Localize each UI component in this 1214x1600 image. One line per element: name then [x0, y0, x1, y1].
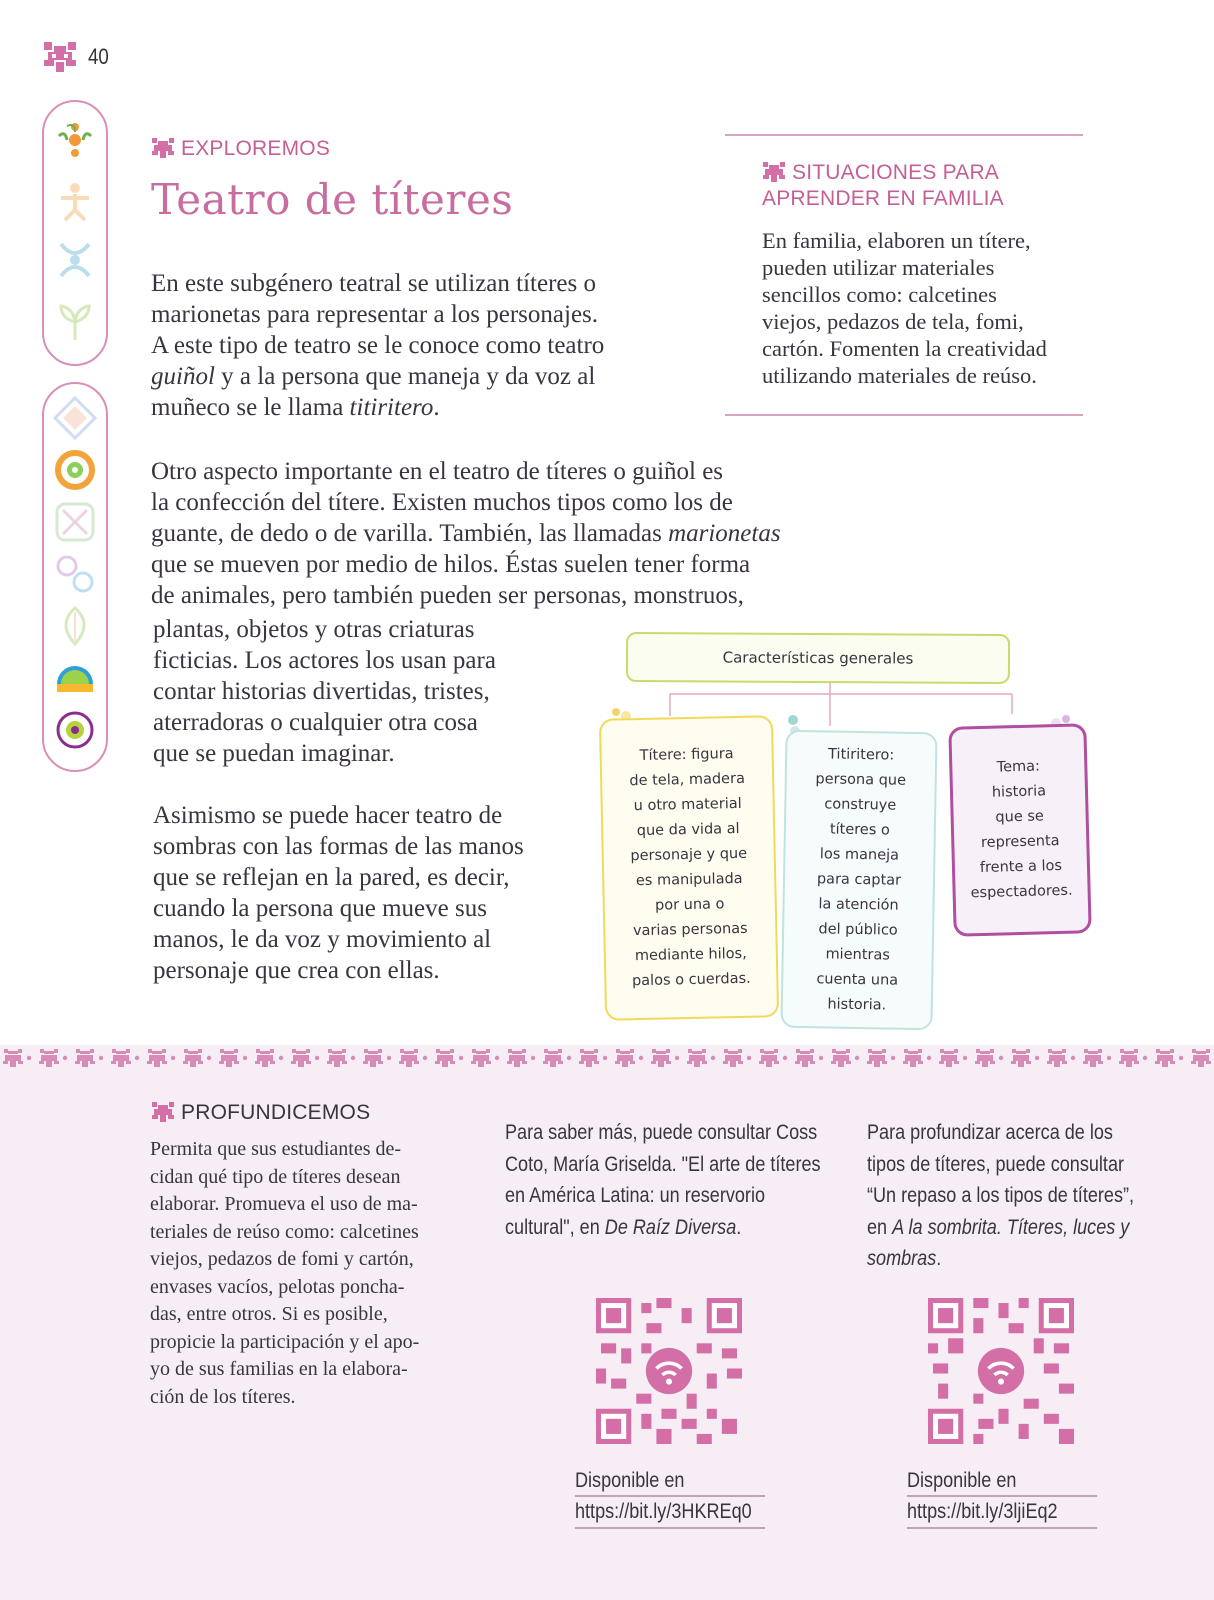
qr-code-2[interactable] — [928, 1298, 1074, 1444]
qr-code-1[interactable] — [596, 1298, 742, 1444]
resource-1-link[interactable]: https://bit.ly/3HKREq0 — [575, 1500, 752, 1523]
side-rail-bottom — [42, 382, 108, 772]
decorative-border — [0, 1047, 1214, 1069]
resource-2-text-b: . — [936, 1247, 942, 1270]
resource-1-available: Disponible en — [575, 1469, 685, 1492]
diagram-card-titere: Títere: figura de tela, madera u otro material que da vida al personaje y que es manipulada por una o varias personas mediante hilos, palos o cuerdas. — [599, 715, 779, 1021]
familia-heading — [762, 160, 999, 185]
resource-2-text — [867, 1117, 1159, 1275]
familia-label-line2: APRENDER EN FAMILIA — [762, 187, 1004, 210]
paragraph-intro-c: . — [433, 394, 440, 421]
page-title: Teatro de títeres — [151, 175, 514, 224]
resource-2-link[interactable]: https://bit.ly/3ljiEq2 — [907, 1500, 1058, 1523]
sun-icon — [53, 708, 97, 752]
term-marionetas: marionetas — [668, 520, 781, 547]
resource-1-text-a: Para saber más, puede consultar Coss Coto, María Griselda. "El arte de títeres en América Latina: un reservorio cultural", en — [505, 1121, 821, 1239]
profundicemos-heading — [151, 1100, 370, 1125]
page-number: 40 — [88, 44, 109, 69]
resource-1-link-rule — [575, 1527, 765, 1529]
diagram-header-label: Características generales — [722, 648, 914, 668]
flower-icon — [53, 118, 97, 162]
resource-2-available: Disponible en — [907, 1469, 1017, 1492]
diagram-card-titiritero: Titiritero: persona que construye títeres o los maneja para captar la atención del público mientras cuenta una historia. — [780, 730, 937, 1031]
resource-1-title: De Raíz Diversa — [604, 1215, 737, 1239]
familia-top-rule — [725, 134, 1083, 136]
paragraph-criaturas: plantas, objetos y otras criaturas ficticias. Los actores los usan para contar historias divertidas, tristes, aterradoras o cualquier otra cosa que se puedan imaginar. — [153, 616, 496, 767]
familia-text: En familia, elaboren un títere, pueden utilizar materiales sencillos como: calcetines viejos, pedazos de tela, fomi, cartón. Fomenten la creatividad utilizando materiales de reúso. — [762, 228, 1047, 388]
diamond-icon — [53, 396, 97, 440]
diagram-card-tema: Tema: historia que se representa frente a los espectadores. — [948, 723, 1091, 937]
exploremos-label: EXPLOREMOS — [181, 137, 331, 160]
paragraph-intro-a: En este subgénero teatral se utilizan títeres o marionetas para representar a los personajes. A este tipo de teatro se le conoce como teatro — [151, 270, 605, 359]
section-glyph-icon — [762, 161, 786, 183]
side-rail-top — [42, 100, 108, 366]
paragraph-confeccion-a: Otro aspecto importante en el teatro de títeres o guiñol es la confección del títere. Existen muchos tipos como los de guante, de dedo o de varilla. También, las llamadas — [151, 458, 733, 547]
resource-1-text — [505, 1117, 840, 1243]
section-glyph-icon — [151, 1101, 175, 1123]
resource-2-link-rule — [907, 1527, 1097, 1529]
paragraph-intro — [151, 268, 711, 423]
resource-1-text-b: . — [736, 1215, 742, 1239]
profundicemos-text: Permita que sus estudiantes de- cidan qué tipo de títeres desean elaborar. Promueva el uso de ma- teriales de reúso como: calcetines viejos, pedazos de fomi y cartón, envases vacíos, pelotas poncha- das, entre otros. Si es posible, propicie la participación y el apo- yo de sus familias en la elabora- ción de los títeres. — [150, 1138, 420, 1408]
ring-icon — [53, 448, 97, 492]
paragraph-confeccion-b: que se mueven por medio de hilos. Éstas suelen tener forma de animales, pero también pueden ser personas, monstruos, — [151, 551, 751, 609]
figure-icon — [53, 238, 97, 282]
paragraph-intro-b: y a la persona que maneja y da voz al muñeco se le llama — [151, 363, 596, 421]
paragraph-sombras: Asimismo se puede hacer teatro de sombras con las formas de las manos que se reflejan en la pared, es decir, cuando la persona que mueve sus manos, le da voz y movimiento al personaje que crea con ellas. — [153, 802, 524, 984]
resource-2-title: A la sombrita. Títeres, luces y sombras — [867, 1215, 1130, 1270]
dancer-icon — [53, 178, 97, 222]
profundicemos-label: PROFUNDICEMOS — [181, 1101, 371, 1124]
chain-icon — [53, 552, 97, 596]
header-logo-icon — [42, 40, 78, 74]
section-glyph-icon — [151, 137, 175, 159]
familia-label-line1: SITUACIONES PARA — [792, 161, 1000, 184]
plant-icon — [53, 298, 97, 342]
paragraph-confeccion — [151, 456, 891, 611]
leaf-icon — [53, 604, 97, 648]
diagram-header — [626, 632, 1010, 684]
term-guinol: guiñol — [151, 363, 215, 390]
exploremos-heading — [151, 136, 330, 161]
term-titiritero: titiritero — [349, 394, 434, 421]
familia-bottom-rule — [725, 414, 1083, 416]
hourglass-icon — [53, 500, 97, 544]
fan-icon — [53, 656, 97, 700]
resource-2-text-a: Para profundizar acerca de los tipos de títeres, puede consultar “Un repaso a los tipos de títeres”, en — [867, 1121, 1135, 1239]
